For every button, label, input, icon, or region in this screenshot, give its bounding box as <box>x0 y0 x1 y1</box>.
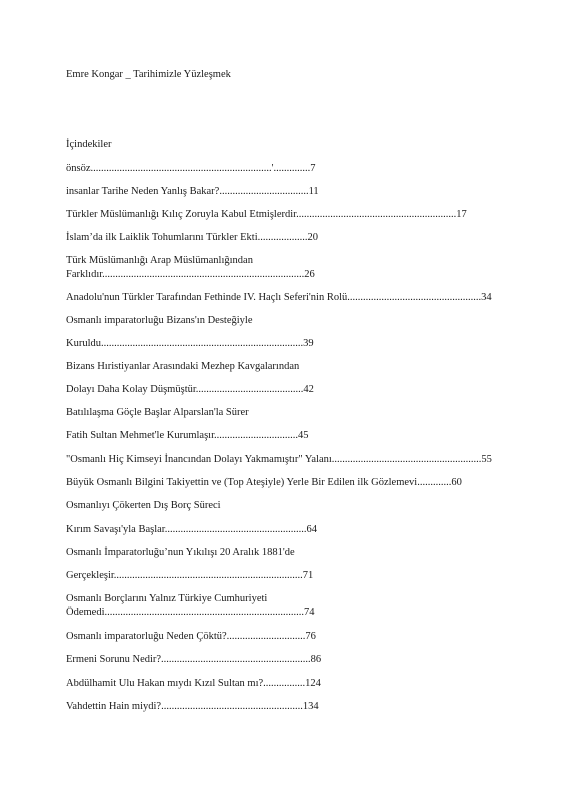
toc-entry: Kuruldu.............................................................................39 <box>66 338 314 349</box>
toc-entry: Ermeni Sorunu Nedir?.........................................................86 <box>66 654 322 665</box>
toc-entry: Ödemedi............................................................................74 <box>66 607 315 618</box>
toc-entry: Anadolu'nun Türkler Tarafından Fethinde IV. Haçlı Seferi'nin Rolü...................................................34 <box>66 292 492 303</box>
toc-title: İçindekiler <box>66 139 112 150</box>
toc-entry: Bizans Hıristiyanlar Arasındaki Mezhep Kavgalarından <box>66 361 300 372</box>
toc-entry: Osmanlı imparatorluğu Bizans'ın Desteğiyle <box>66 315 253 326</box>
toc-entry: "Osmanlı Hiç Kimseyi İnancından Dolayı Yakmamıştır" Yalanı.........................................................55 <box>66 454 492 465</box>
toc-entry: önsöz.....................................................................'..............7 <box>66 163 316 174</box>
toc-entry: Vahdettin Hain miydi?......................................................134 <box>66 701 319 712</box>
toc-entry: Dolayı Daha Kolay Düşmüştür.........................................42 <box>66 384 314 395</box>
toc-entry: İslam’da ilk Laiklik Tohumlarını Türkler Ekti...................20 <box>66 232 319 243</box>
toc-entry: Abdülhamit Ulu Hakan mıydı Kızıl Sultan mı?................124 <box>66 678 321 689</box>
toc-entry: Osmanlı imparatorluğu Neden Çöktü?..............................76 <box>66 631 316 642</box>
toc-entry: Fatih Sultan Mehmet'le Kurumlaşır................................45 <box>66 430 309 441</box>
toc-entry: Türk Müslümanlığı Arap Müslümanlığından <box>66 255 253 266</box>
toc-entry: Osmanlıyı Çökerten Dış Borç Süreci <box>66 500 221 511</box>
toc-entry: Gerçekleşir........................................................................71 <box>66 570 314 581</box>
toc-entry: Batılılaşma Göçle Başlar Alparslan'la Sürer <box>66 407 249 418</box>
toc-entry: Türkler Müslümanlığı Kılıç Zoruyla Kabul Etmişlerdir.............................................................17 <box>66 209 467 220</box>
document-header: Emre Kongar _ Tarihimizle Yüzleşmek <box>66 69 231 80</box>
toc-entry: Kırım Savaşı'yla Başlar......................................................64 <box>66 524 317 535</box>
toc-entry: Osmanlı Borçlarını Yalnız Türkiye Cumhuriyeti <box>66 593 268 604</box>
toc-entry: Osmanlı İmparatorluğu’nun Yıkılışı 20 Aralık 1881'de <box>66 547 295 558</box>
toc-entry: insanlar Tarihe Neden Yanlış Bakar?..................................11 <box>66 186 319 197</box>
toc-entry: Farklıdır.............................................................................26 <box>66 269 315 280</box>
toc-entry: Büyük Osmanlı Bilgini Takiyettin ve (Top Ateşiyle) Yerle Bir Edilen ilk Gözlemevi.............60 <box>66 477 462 488</box>
